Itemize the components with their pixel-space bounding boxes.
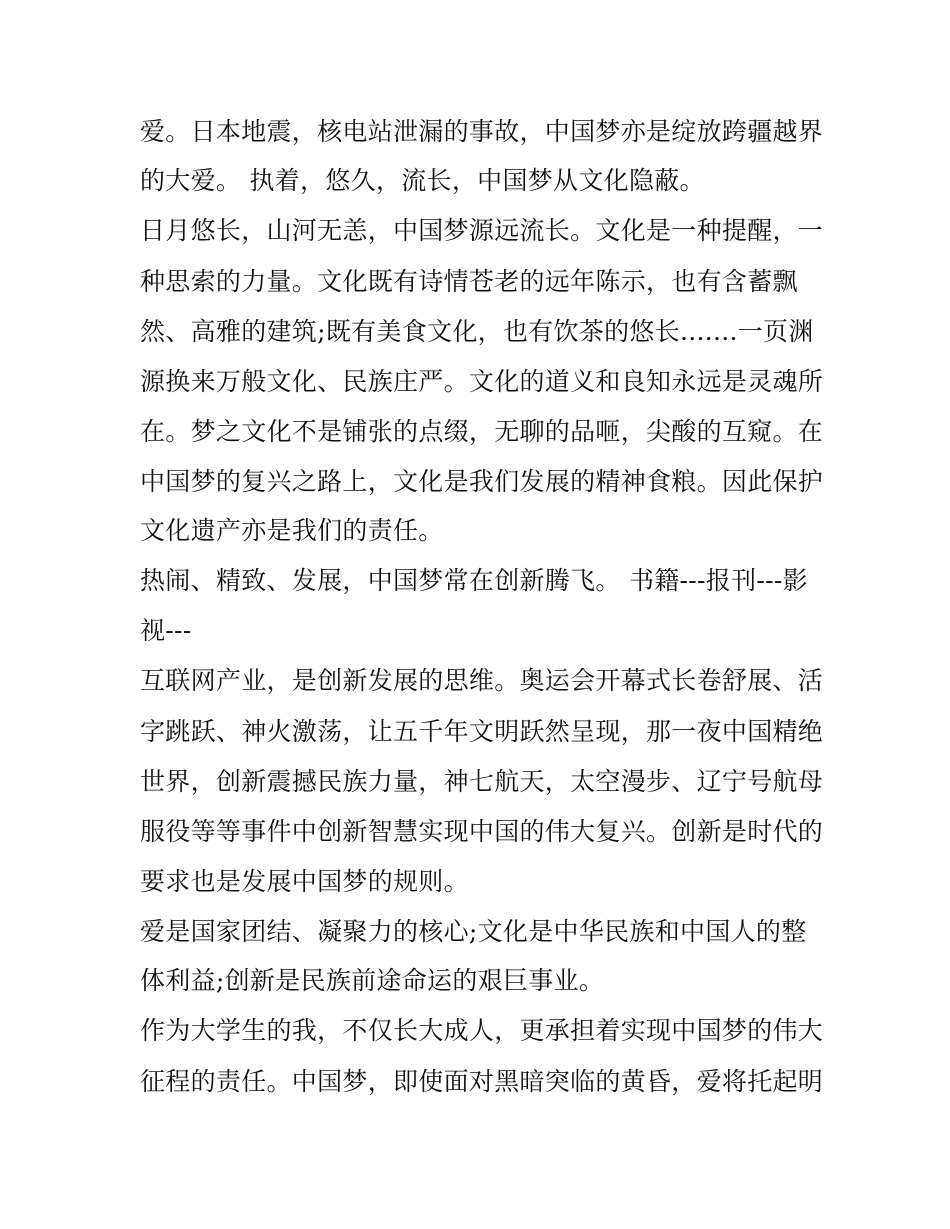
text-line: 世界，创新震撼民族力量，神七航天，太空漫步、辽宁号航母 [140,767,824,796]
text-line: 的大爱。 执着，悠久，流长，中国梦从文化隐蔽。 [140,166,705,195]
text-line: 要求也是发展中国梦的规则。 [140,867,469,896]
text-line: 源换来万般文化、民族庄严。文化的道义和良知永远是灵魂所 [140,367,824,396]
text-line: 热闹、精致、发展，中国梦常在创新腾飞。 书籍---报刊---影 [140,566,808,595]
text-line: 然、高雅的建筑;既有美食文化，也有饮茶的悠长.......一页渊 [140,317,814,346]
text-line: 爱是国家团结、凝聚力的核心;文化是中华民族和中国人的整 [140,917,807,946]
text-line: 文化遗产亦是我们的责任。 [140,516,444,545]
text-line: 种思索的力量。文化既有诗情苍老的远年陈示，也有含蓄飘 [140,267,798,296]
text-line: 爱。日本地震，核电站泄漏的事故，中国梦亦是绽放跨疆越界 [140,117,824,146]
text-line: 征程的责任。中国梦，即使面对黑暗突临的黄昏，爱将托起明 [140,1067,824,1096]
text-line: 在。梦之文化不是铺张的点缀，无聊的品咂，尖酸的互窥。在 [140,417,824,446]
text-line: 作为大学生的我，不仅长大成人，更承担着实现中国梦的伟大 [140,1016,824,1045]
text-line: 字跳跃、神火激荡，让五千年文明跃然呈现，那一夜中国精绝 [140,717,824,746]
text-line: 体利益;创新是民族前途命运的艰巨事业。 [140,966,605,995]
text-line: 服役等等事件中创新智慧实现中国的伟大复兴。创新是时代的 [140,817,824,846]
text-line: 视--- [140,616,192,645]
text-line: 日月悠长，山河无恙，中国梦源远流长。文化是一种提醒，一 [140,216,824,245]
text-line: 中国梦的复兴之路上，文化是我们发展的精神食粮。因此保护 [140,467,824,496]
text-line: 互联网产业，是创新发展的思维。奥运会开幕式长卷舒展、活 [140,666,824,695]
